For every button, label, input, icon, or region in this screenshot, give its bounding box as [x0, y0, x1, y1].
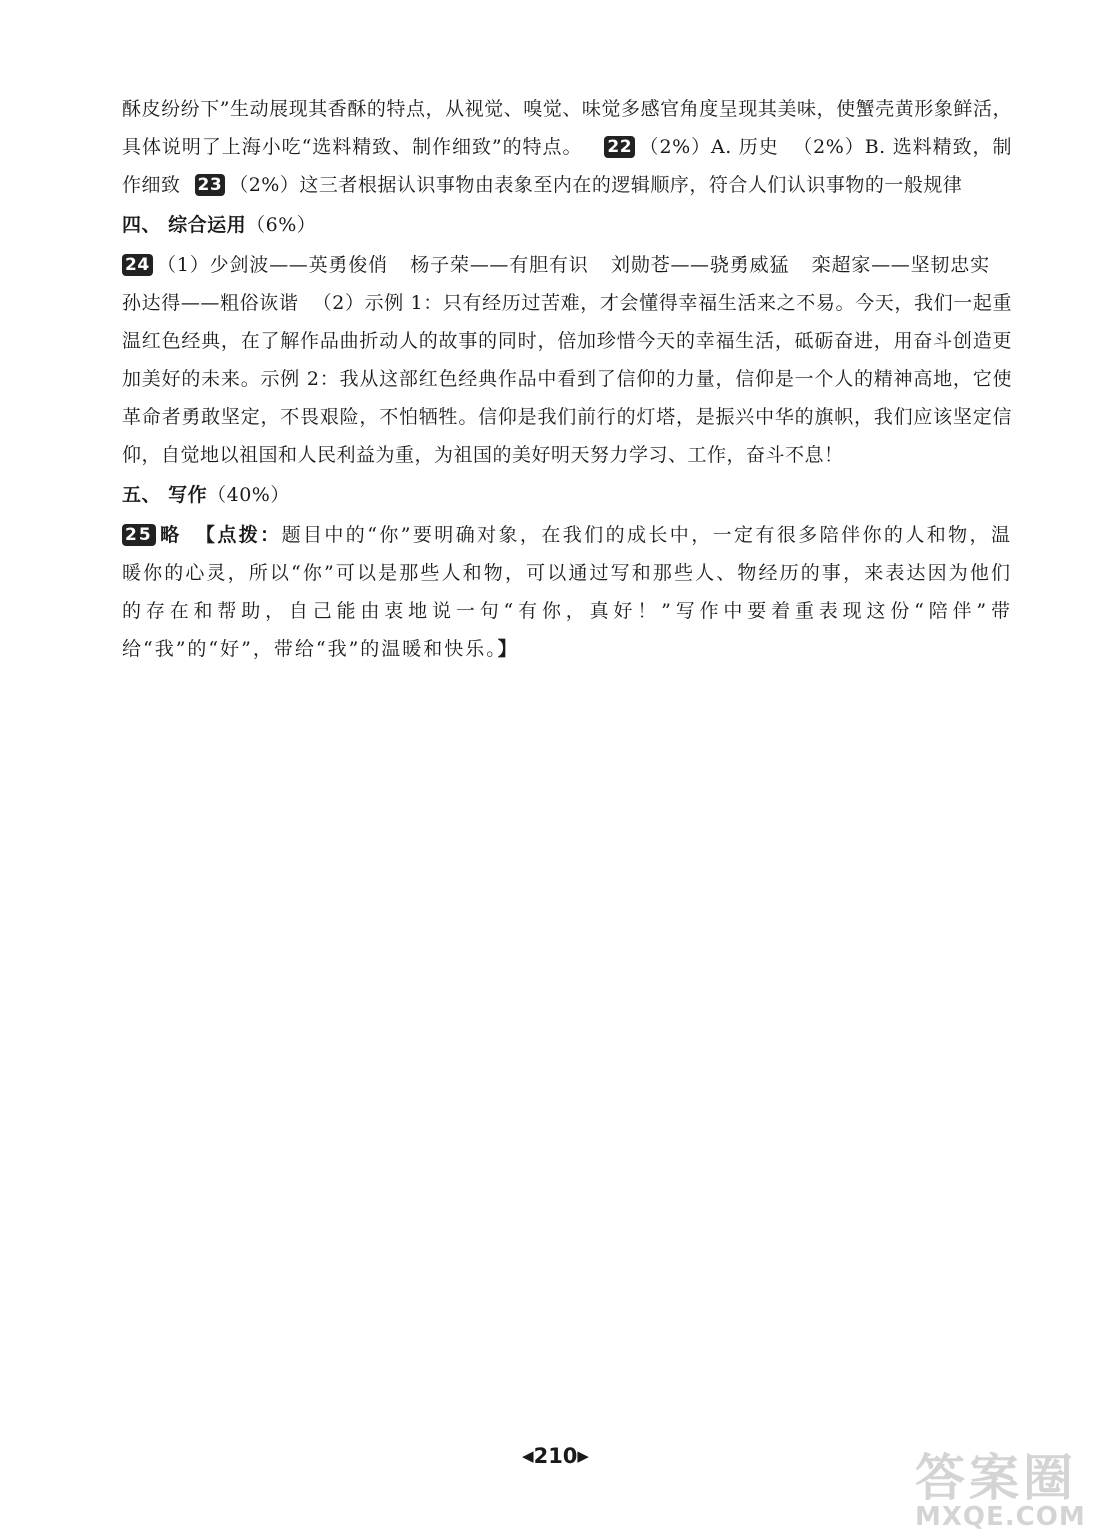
q24-pair-2: 杨子荣——有胆有识	[409, 254, 589, 276]
question-badge-25: 25	[122, 524, 156, 546]
q22-answer-b: （2%）B. 选料精致，制作	[122, 136, 1012, 196]
question-badge-24: 24	[122, 254, 153, 276]
paragraph-q24	[122, 246, 1012, 474]
watermark-url: MXQE.COM	[915, 1502, 1086, 1532]
q24-pair-4: 栾超家——坚韧忠实	[811, 254, 990, 276]
q25-tip-text: 题目中的“你”要明确对象，在我们的成长中，一定有很多陪伴你的人和物，温暖你的心灵，所以“你”可以是那些人和物，可以通过写和那些人、物经历的事，来表达因为他们的存在和帮助，自己能由衷地说一句“有你，真好！”写作中要着重表现这份“陪伴”带给“我”的“好”，带给“我”的温暖和快乐。	[122, 524, 1012, 660]
paragraph-q25	[122, 516, 1012, 668]
arrow-right-icon: ▶	[577, 1447, 589, 1465]
question-badge-23: 23	[195, 174, 226, 196]
q22-answer-a: （2%）A. 历史	[639, 136, 779, 158]
watermark-mark: 答案圈	[915, 1449, 1077, 1507]
q23-answer: （2%）这三者根据认识事物由表象至内在的逻辑顺序，符合人们认识事物的一般规律	[229, 174, 963, 196]
answer-content	[122, 90, 1012, 668]
watermark-logo	[915, 1449, 1105, 1532]
q21-text-line2: 具体说明了上海小吃“选料精致、制作细致”的特点。	[122, 136, 583, 158]
q25-tip-end: 】	[497, 638, 519, 660]
section-score-4: （6%）	[246, 214, 317, 236]
q25-tip-label: 【点拨：	[195, 524, 282, 546]
section-score-5: （40%）	[207, 484, 290, 506]
q24-pair-3: 刘勋苍——骁勇威猛	[610, 254, 790, 276]
section-title-4: 四、 综合运用	[122, 214, 247, 236]
section-title-5: 五、 写作	[122, 484, 208, 506]
q24-part2: （2）示例 1：只有经历过苦难，才会懂得幸福生活来之不易。今天，我们一起重温红色经典，在了解作品曲折动人的故事的同时，倍加珍惜今天的幸福生活，砥砺奋进，用奋斗创造更加美好的未来。示例 2：我从这部红色经典作品中看到了信仰的力量，信仰是一个人的精神高地，它使革命者勇敢坚定，不畏艰险，不怕牺牲。信仰是我们前行的灯塔，是振兴中华的旗帜，我们应该坚定信仰，自觉地以祖国和人民利益为重，为祖国的美好明天努力学习、工作，奋斗不息！	[122, 292, 1012, 466]
q24-pair-1: （1）少剑波——英勇俊俏	[156, 254, 388, 276]
section-heading-4	[122, 204, 1012, 246]
q25-answer: 略	[159, 524, 182, 546]
page-number-text: 210	[533, 1444, 578, 1468]
q21-text-line1: 酥皮纷纷下”生动展现其香酥的特点，从视觉、嗅觉、味觉多感官角度呈现其美味，使蟹壳黄形象鲜活，	[122, 98, 1012, 120]
question-badge-22: 22	[604, 136, 635, 158]
arrow-left-icon: ◀	[522, 1447, 534, 1465]
q22-answer-b-end: 细致	[141, 174, 181, 196]
paragraph-q21-22-23	[122, 90, 1012, 204]
q24-pair-5: 孙达得——粗俗诙谐	[122, 292, 299, 314]
section-heading-5	[122, 474, 1012, 516]
